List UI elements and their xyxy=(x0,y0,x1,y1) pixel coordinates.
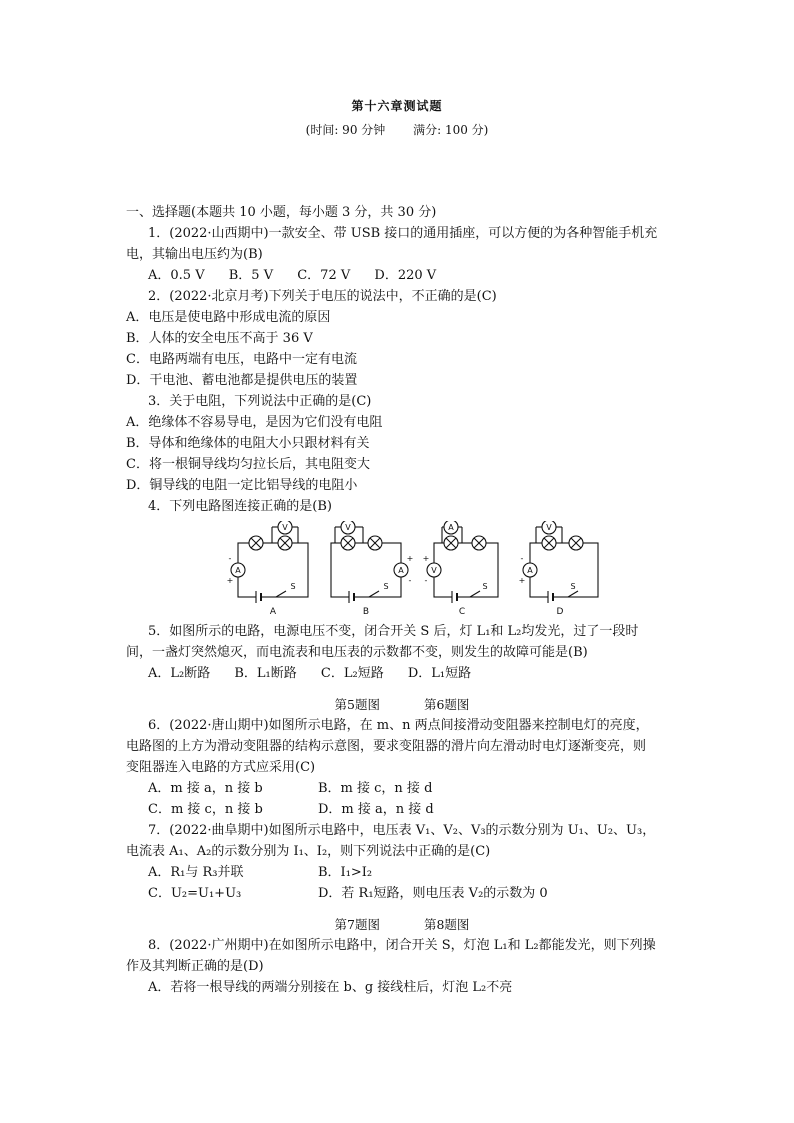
option: C．L₂短路 xyxy=(320,666,384,681)
exam-info xyxy=(0,121,794,138)
option: A．m 接 a，n 接 b xyxy=(148,781,263,796)
polarity-sign: + xyxy=(422,554,430,563)
circuit-label: B xyxy=(362,607,370,617)
question-1-options xyxy=(126,265,678,286)
question-7-line1: 7．(2022·曲阜期中)如图所示电路中，电压表 V₁、V₂、V₃的示数分别为 U₁、U₂、U₃， xyxy=(148,823,656,838)
circuit-label: C xyxy=(458,607,466,617)
circuit-diagrams xyxy=(126,521,678,617)
option: D．220 V xyxy=(374,268,437,283)
circuit-a xyxy=(228,521,308,603)
polarity-sign: + xyxy=(518,576,526,585)
figure-caption: 第6题图 xyxy=(423,697,470,712)
meter-label: A xyxy=(235,566,241,575)
option: C．72 V xyxy=(297,268,351,283)
question-3-stem: 3．关于电阻，下列说法中正确的是(C) xyxy=(148,394,372,409)
meter-label: A xyxy=(527,566,533,575)
question-6-line3: 变阻器连入电路的方式应采用(C) xyxy=(126,760,316,775)
polarity-sign: + xyxy=(406,554,414,563)
question-1-line2: 电，其输出电压约为(B) xyxy=(126,247,263,262)
option: B．m 接 c，n 接 d xyxy=(318,781,433,796)
total-score: 满分: 100 分) xyxy=(413,123,489,137)
question-list xyxy=(126,202,678,998)
meter-label: A xyxy=(398,566,404,575)
circuit-label: A xyxy=(269,607,277,617)
option: D．L₁短路 xyxy=(407,666,472,681)
question-2-stem: 2．(2022·北京月考)下列关于电压的说法中，不正确的是(C) xyxy=(148,289,497,304)
question-4-stem: 4．下列电路图连接正确的是(B) xyxy=(148,499,332,514)
question-7-options-row1 xyxy=(126,862,678,883)
option: C．电路两端有电压，电路中一定有电流 xyxy=(126,352,357,367)
figure-captions xyxy=(126,694,678,715)
time-limit: (时间: 90 分钟 xyxy=(305,123,386,137)
option: A．0.5 V xyxy=(148,268,205,283)
question-8-line1: 8．(2022·广州期中)在如图所示电路中，闭合开关 S，灯泡 L₁和 L₂都能发光，则下列操 xyxy=(148,938,656,953)
question-1-line1: 1．(2022·山西期中)一款安全、带 USB 接口的通用插座，可以方便的为各种智能手机充 xyxy=(148,226,658,241)
option: C．m 接 c，n 接 b xyxy=(148,802,263,817)
option: D．干电池、蓄电池都是提供电压的装置 xyxy=(126,373,358,388)
question-7-options-row2 xyxy=(126,883,678,904)
section-heading: 一、选择题(本题共 10 小题，每小题 3 分，共 30 分) xyxy=(126,205,437,220)
switch-label: S xyxy=(290,582,296,591)
option: A．绝缘体不容易导电，是因为它们没有电阻 xyxy=(126,415,383,430)
question-5-options xyxy=(126,663,678,684)
meter-label: V xyxy=(345,523,351,532)
polarity-sign: + xyxy=(226,576,234,585)
page-title: 第十六章测试题 xyxy=(351,99,443,113)
question-5-line2: 间，一盏灯突然熄灭，而电流表和电压表的示数都不变，则发生的故障可能是(B) xyxy=(126,645,588,660)
meter-label: A xyxy=(448,523,454,532)
option: A．若将一根导线的两端分别接在 b、g 接线柱后，灯泡 L₂不亮 xyxy=(148,980,513,995)
figure-caption: 第8题图 xyxy=(423,917,470,932)
question-6-line2: 电路图的上方为滑动变阻器的结构示意图，要求变阻器的滑片向左滑动时电灯逐渐变亮，则 xyxy=(126,739,647,754)
option: B．5 V xyxy=(228,268,274,283)
circuit-d xyxy=(520,521,598,603)
option: A．电压是使电路中形成电流的原因 xyxy=(126,310,331,325)
circuit-b xyxy=(331,521,408,603)
polarity-sign: - xyxy=(520,554,524,563)
option: B．导体和绝缘体的电阻大小只跟材料有关 xyxy=(126,436,370,451)
option: D．m 接 a，n 接 d xyxy=(318,802,434,817)
option: B．L₁断路 xyxy=(234,666,297,681)
polarity-sign: - xyxy=(408,576,412,585)
figure-caption: 第5题图 xyxy=(334,697,380,712)
meter-label: V xyxy=(282,523,288,532)
circuit-figure xyxy=(126,521,678,617)
polarity-sign: - xyxy=(228,554,232,563)
switch-label: S xyxy=(383,582,389,591)
option: D．若 R₁短路，则电压表 V₂的示数为 0 xyxy=(318,886,548,901)
option: A．R₁与 R₃并联 xyxy=(148,865,244,880)
option: D．铜导线的电阻一定比铝导线的电阻小 xyxy=(126,478,358,493)
question-6-line1: 6．(2022·唐山期中)如图所示电路，在 m、n 两点间接滑动变阻器来控制电灯的亮度， xyxy=(148,718,649,733)
switch-label: S xyxy=(570,582,576,591)
question-6-options-row1 xyxy=(126,778,678,799)
option: C．U₂=U₁+U₃ xyxy=(148,886,242,901)
switch-label: S xyxy=(482,582,488,591)
option: A．L₂断路 xyxy=(148,666,211,681)
option: B．人体的安全电压不高于 36 V xyxy=(126,331,313,346)
option: B．I₁>I₂ xyxy=(318,865,373,880)
figure-caption: 第7题图 xyxy=(334,917,380,932)
question-6-options-row2 xyxy=(126,799,678,820)
question-5-line1: 5．如图所示的电路，电源电压不变，闭合开关 S 后，灯 L₁和 L₂均发光，过了一段时 xyxy=(148,624,639,639)
figure-captions xyxy=(126,914,678,935)
option: C．将一根铜导线均匀拉长后，其电阻变大 xyxy=(126,457,370,472)
question-8-line2: 作及其判断正确的是(D) xyxy=(126,959,264,974)
meter-label: V xyxy=(431,566,437,575)
polarity-sign: - xyxy=(424,576,428,585)
question-7-line2: 电流表 A₁、A₂的示数分别为 I₁、I₂，则下列说法中正确的是(C) xyxy=(126,844,491,859)
circuit-label: D xyxy=(556,607,564,617)
meter-label: V xyxy=(546,523,552,532)
